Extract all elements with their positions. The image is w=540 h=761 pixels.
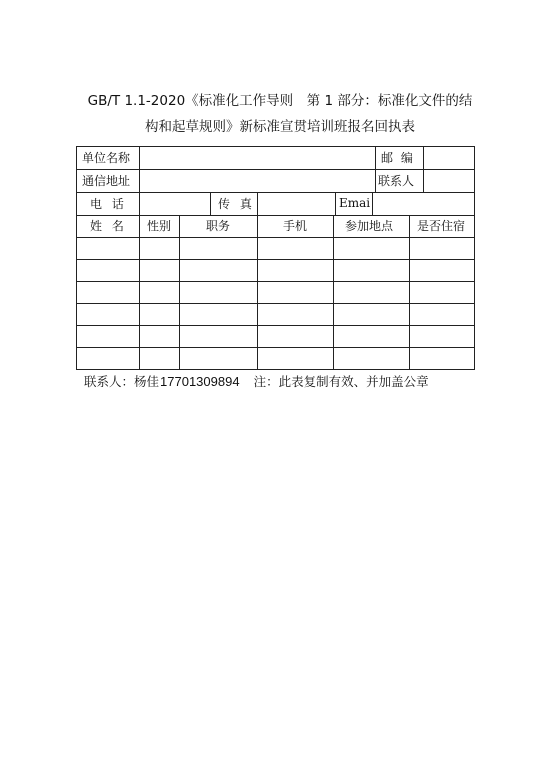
header-position: 职务 <box>206 219 231 233</box>
postcode-label: 邮 编 <box>381 151 415 165</box>
col-divider <box>333 215 334 369</box>
row-divider <box>77 259 474 260</box>
page-title-line-2: 构和起草规则》新标准宣贯培训班报名回执表 <box>145 119 415 135</box>
col-divider <box>375 147 376 192</box>
header-gender: 性别 <box>147 219 172 233</box>
address-label: 通信地址 <box>82 174 131 188</box>
col-divider <box>257 192 258 215</box>
row-divider <box>77 215 474 216</box>
col-divider <box>409 215 410 369</box>
email-label: Emai <box>339 196 371 210</box>
row-divider <box>77 192 474 193</box>
col-divider <box>257 215 258 369</box>
header-name: 姓 名 <box>90 219 127 233</box>
col-divider <box>139 147 140 369</box>
footer-note <box>84 374 429 390</box>
contact-phone: 17701309894 <box>160 374 240 389</box>
row-divider <box>77 303 474 304</box>
phone-label: 电 话 <box>90 197 127 211</box>
contact-prefix: 联系人： <box>84 374 135 389</box>
row-divider <box>77 325 474 326</box>
row-divider <box>77 237 474 238</box>
col-divider <box>179 215 180 369</box>
row-divider <box>77 169 474 170</box>
header-mobile: 手机 <box>283 219 308 233</box>
row-divider <box>77 281 474 282</box>
row-divider <box>77 347 474 348</box>
fax-label: 传 真 <box>218 197 255 211</box>
col-divider <box>335 192 336 215</box>
page-title-line-1: GB/T 1.1-2020《标准化工作导则 第 1 部分：标准化文件的结 <box>87 93 473 109</box>
col-divider <box>372 192 373 215</box>
registration-form-table <box>76 146 475 370</box>
contact-name: 杨佳 <box>134 374 160 389</box>
col-divider <box>210 192 211 215</box>
col-divider <box>423 147 424 192</box>
unit-name-label: 单位名称 <box>82 151 131 165</box>
note-text: 注：此表复制有效、并加盖公章 <box>253 374 429 389</box>
header-location: 参加地点 <box>345 219 394 233</box>
header-lodging: 是否住宿 <box>417 219 466 233</box>
contact-label: 联系人 <box>378 174 415 188</box>
